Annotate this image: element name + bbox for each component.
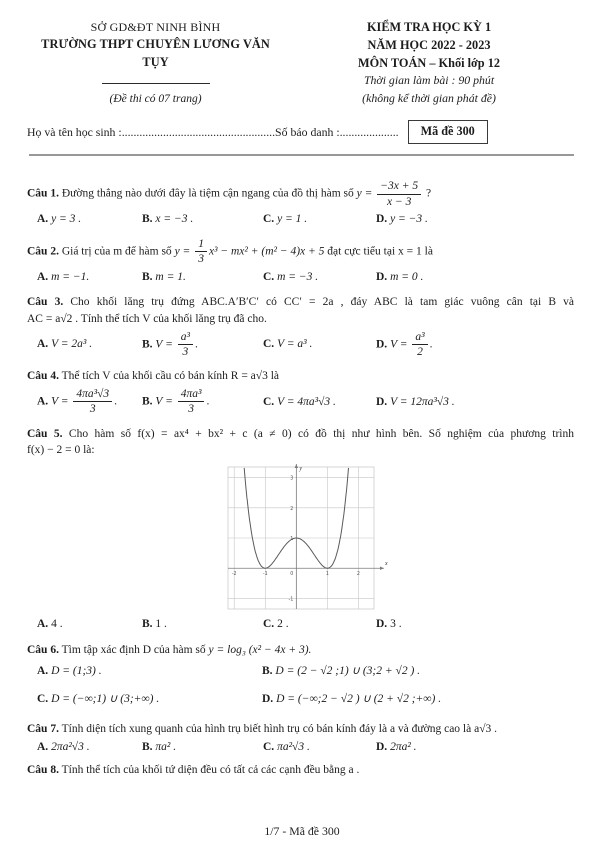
- fraction: $\frac{-3x + 5}{x - 3}$: [375, 179, 423, 209]
- option-a: A. y = 3 .: [37, 213, 82, 226]
- question-suffix: ?: [426, 187, 432, 200]
- option-c: C. V = 4πa³√3 .: [263, 395, 336, 408]
- school-name: TRƯỜNG THPT CHUYÊN LƯƠNG VĂN TỤY: [41, 37, 270, 70]
- option-b: B. x = −3 .: [142, 213, 194, 226]
- option-a: A. 2πa²√3 .: [37, 741, 90, 754]
- question-3: [27, 294, 574, 359]
- answer-options: [27, 387, 574, 417]
- question-number: Câu 8.: [27, 764, 59, 777]
- school-year: NĂM HỌC 2022 - 2023: [367, 37, 491, 52]
- option-d: D. y = −3 .: [376, 213, 428, 226]
- math-expression: y =: [174, 245, 191, 258]
- quartic-curve-plot: [220, 462, 392, 614]
- question-text: Cho khối lăng trụ đứng ABC.A′B′C′ có CC′ = 2a , đáy ABC là tam giác vuông cân tại B và: [70, 296, 575, 309]
- option-a: A. D = (1;3) .: [37, 665, 102, 678]
- question-5-stem: [27, 426, 574, 443]
- question-number: Câu 1.: [27, 187, 59, 200]
- question-6: [27, 642, 574, 708]
- svg-text:y: y: [299, 466, 303, 473]
- option-b: B. V = $\frac{\text{4πa³}}{3}$ .: [142, 388, 210, 416]
- duration-note: (không kể thời gian phát đề): [362, 90, 496, 105]
- fraction: $\frac{\text{4πa³}}{3}$: [176, 387, 207, 417]
- question-4-stem: [27, 368, 574, 385]
- svg-text:2: 2: [356, 572, 360, 578]
- question-text: Tính thể tích của khối tứ diện đều có tất cả các cạnh đều bằng a .: [61, 764, 360, 777]
- question-1-stem: [27, 179, 574, 209]
- exam-code-box: Mã đề 300: [408, 120, 488, 145]
- option-a: A. V = $\frac{\text{4πa³√3}}{3}$ .: [37, 388, 118, 416]
- option-a: A. m = −1.: [37, 270, 90, 283]
- question-text: Giá trị của m để hàm số: [61, 245, 172, 258]
- registration-number-blank: ....................: [339, 124, 399, 139]
- header-divider-line: [102, 83, 210, 84]
- question-text: Tìm tập xác định D của hàm số: [61, 643, 206, 656]
- svg-text:1: 1: [290, 537, 294, 543]
- option-d: D. m = 0 .: [376, 270, 424, 283]
- student-name-blank: ....................................................: [121, 124, 276, 139]
- svg-text:0: 0: [290, 572, 294, 578]
- exam-header: [27, 19, 574, 108]
- fraction: $\frac{\text{4πa³√3}}{3}$: [71, 387, 114, 417]
- question-number: Câu 6.: [27, 643, 59, 656]
- svg-text:1: 1: [325, 572, 329, 578]
- svg-text:-1: -1: [288, 597, 294, 603]
- question-5-stem-line2: f(x) − 2 = 0 là:: [27, 444, 95, 457]
- answer-options: [27, 739, 574, 756]
- option-d: D. 2πa² .: [376, 741, 417, 754]
- question-3-stem-line2: AC = a√2 . Tính thể tích V của khối lăng trụ đã cho.: [27, 312, 267, 325]
- page-count-note: (Đề thi có 07 trang): [109, 93, 202, 106]
- option-b: B. 1 .: [142, 618, 167, 631]
- option-d: D. V = 12πa³√3 .: [376, 395, 455, 408]
- option-c: C. y = 1 .: [263, 213, 308, 226]
- answer-options: [27, 211, 574, 228]
- option-b: B. V = $\frac{\text{a³}}{3}$ .: [142, 330, 198, 358]
- question-6-stem: [27, 642, 574, 659]
- question-7: [27, 721, 574, 756]
- option-a: A. V = 2a³ .: [37, 338, 93, 351]
- question-4: [27, 368, 574, 416]
- option-b: B. D = (2 − √2 ;1) ∪ (3;2 + √2 ) .: [262, 665, 421, 678]
- question-text: Tính diện tích xung quanh của hình trụ biết hình trụ có bán kính đáy là a và đường cao là a√3 .: [61, 722, 498, 735]
- option-c: C. 2 .: [263, 618, 289, 631]
- option-b: B. m = 1.: [142, 270, 186, 283]
- question-8: [27, 762, 574, 779]
- math-expression: y = log₃ (x² − 4x + 3).: [208, 643, 312, 656]
- fraction: $\frac{\text{a³}}{3}$: [176, 330, 195, 360]
- svg-text:-2: -2: [231, 572, 237, 578]
- function-graph: [220, 462, 392, 614]
- question-7-stem: [27, 721, 574, 738]
- question-text: Thể tích V của khối cầu có bán kính R = a√3 là: [61, 370, 280, 383]
- option-c: C. m = −3 .: [263, 270, 319, 283]
- question-text: Đường thẳng nào dưới đây là tiệm cận ngang của đồ thị hàm số: [61, 187, 354, 200]
- svg-text:2: 2: [290, 506, 294, 512]
- fraction: $\frac{\text{a³}}{2}$: [410, 330, 429, 360]
- option-c: C. πa²√3 .: [263, 741, 310, 754]
- answer-options: [27, 269, 574, 286]
- header-rule: [29, 154, 574, 156]
- header-left: [27, 19, 284, 108]
- student-name-label: Họ và tên học sinh :: [27, 124, 122, 139]
- question-1: [27, 179, 574, 227]
- question-number: Câu 7.: [27, 722, 59, 735]
- question-text: Cho hàm số f(x) = ax⁴ + bx² + c (a ≠ 0) có đồ thị như hình bên. Số nghiệm của phương trình: [68, 427, 574, 440]
- answer-options: [27, 330, 574, 360]
- option-b: B. πa² .: [142, 741, 177, 754]
- svg-text:x: x: [385, 561, 388, 568]
- student-info-row: [27, 120, 574, 145]
- question-8-stem: [27, 762, 574, 779]
- option-d: D. D = (−∞;2 − √2 ) ∪ (2 + √2 ;+∞) .: [262, 693, 442, 706]
- registration-number-label: Số báo danh :: [275, 124, 340, 139]
- option-d: D. V = $\frac{\text{a³}}{2}$ .: [376, 330, 433, 358]
- header-right: [284, 19, 574, 108]
- question-5: [27, 426, 574, 633]
- option-c: C. D = (−∞;1) ∪ (3;+∞) .: [37, 693, 160, 706]
- page-footer: 1/7 - Mã đề 300: [264, 823, 340, 838]
- svg-text:-1: -1: [262, 572, 268, 578]
- answer-options: [27, 616, 574, 633]
- math-expression: x³ − mx² + (m² − 4)x + 5: [208, 245, 325, 258]
- question-text: đạt cực tiểu tại x = 1 là: [327, 245, 433, 258]
- question-2-stem: [27, 237, 574, 267]
- option-a: A. 4 .: [37, 618, 63, 631]
- department-name: SỞ GD&ĐT NINH BÌNH: [90, 20, 221, 34]
- question-2: [27, 237, 574, 285]
- question-number: Câu 3.: [27, 296, 64, 309]
- option-d: D. 3 .: [376, 618, 402, 631]
- exam-duration: Thời gian làm bài : 90 phút: [363, 73, 495, 88]
- question-number: Câu 4.: [27, 370, 59, 383]
- svg-text:3: 3: [290, 476, 294, 482]
- subject-grade: MÔN TOÁN – Khối lớp 12: [358, 55, 501, 70]
- question-number: Câu 5.: [27, 427, 63, 440]
- question-3-stem: [27, 294, 574, 311]
- question-number: Câu 2.: [27, 245, 59, 258]
- option-c: C. V = a³ .: [263, 338, 313, 351]
- exam-title: KIỂM TRA HỌC KỲ 1: [366, 20, 492, 34]
- fraction: $\frac{1}{3}$: [193, 237, 209, 267]
- answer-options: [27, 663, 574, 707]
- math-expression: y =: [356, 187, 373, 200]
